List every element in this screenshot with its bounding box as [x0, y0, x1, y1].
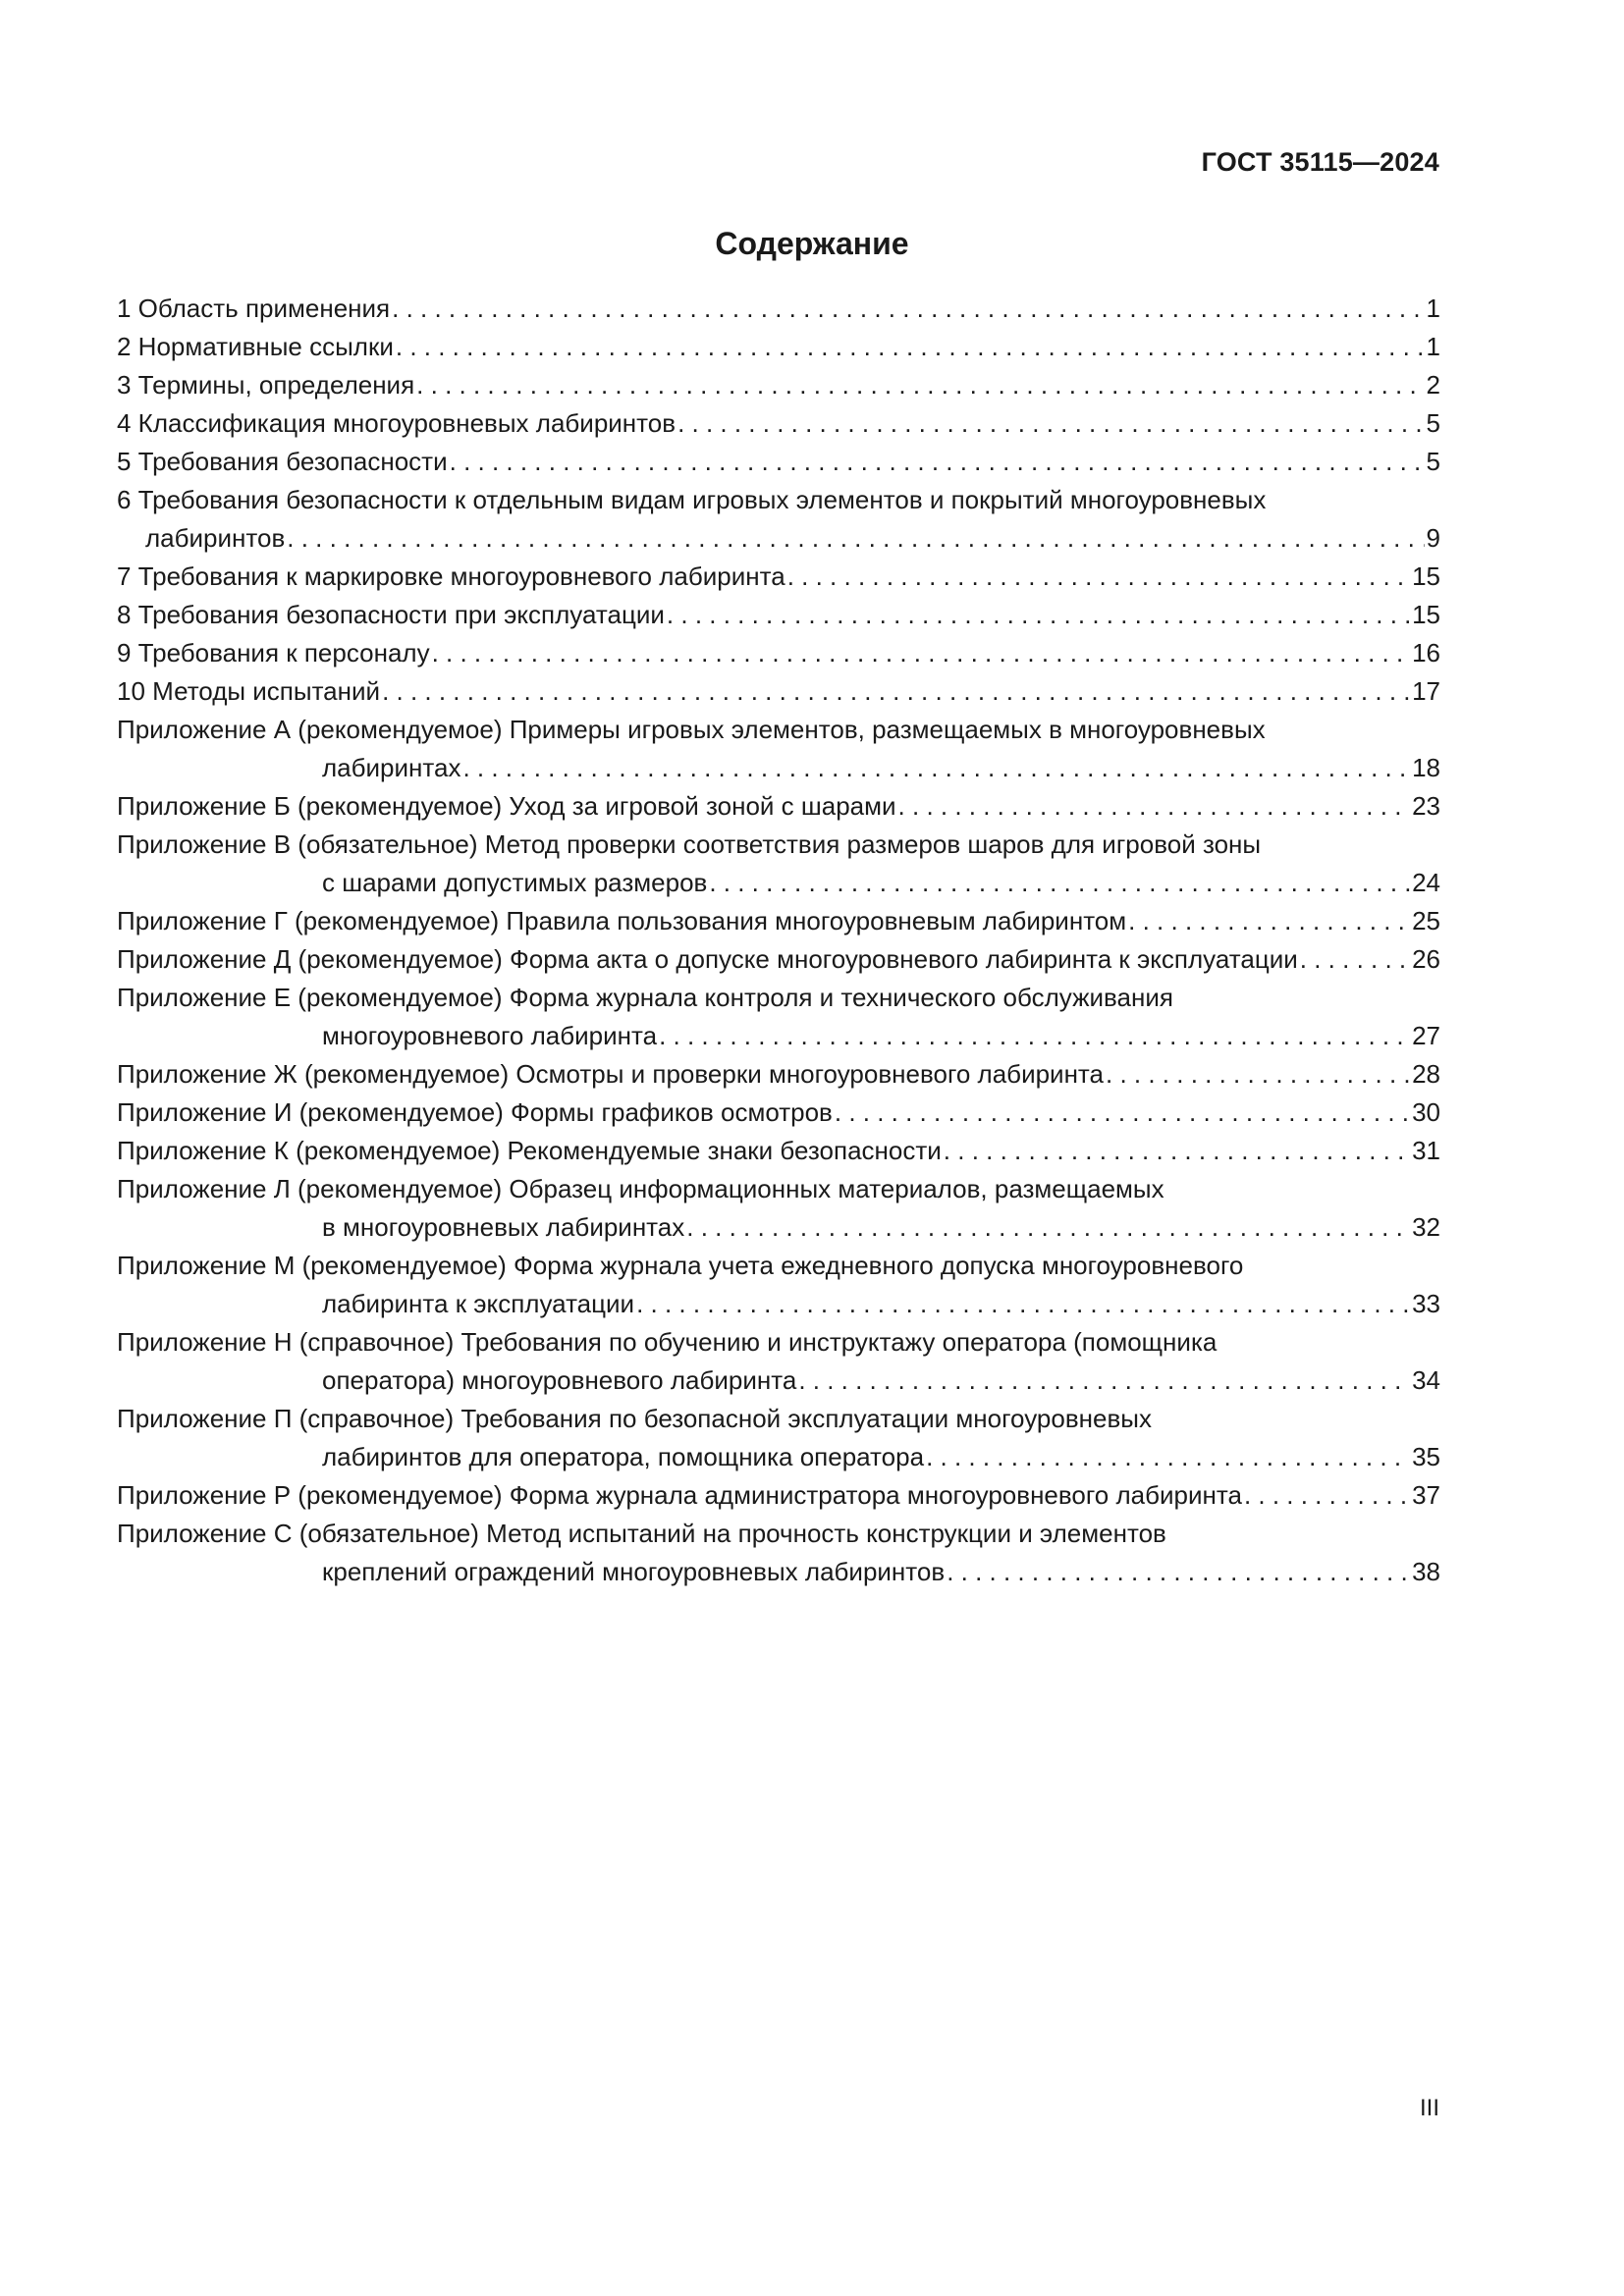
dot-leader — [1242, 1476, 1410, 1515]
dot-leader — [785, 558, 1410, 596]
toc-entry-text: 7 Требования к маркировке многоуровневого лабиринта — [117, 561, 785, 591]
page-number: III — [1419, 2095, 1439, 2121]
toc-entry-text: оператора) многоуровневого лабиринта — [322, 1365, 797, 1395]
dot-leader — [430, 634, 1410, 672]
toc-page-number: 15 — [1412, 600, 1440, 629]
toc-entry-text: Приложение С (обязательное) Метод испытаний на прочность конструкции и элементов — [117, 1519, 1166, 1548]
dot-leader — [945, 1553, 1410, 1591]
dot-leader — [684, 1208, 1410, 1247]
dot-leader — [833, 1094, 1410, 1132]
toc-page-number: 16 — [1412, 638, 1440, 667]
toc-page-number: 23 — [1412, 791, 1440, 821]
dot-leader — [394, 328, 1425, 366]
toc-line[interactable] — [117, 1476, 1440, 1515]
toc-line[interactable] — [117, 1323, 1440, 1362]
toc-line[interactable] — [117, 749, 1440, 787]
toc-line[interactable] — [117, 672, 1440, 711]
toc-entry-text: лабиринтов для оператора, помощника оператора — [322, 1442, 925, 1471]
toc-entry-text: 4 Классификация многоуровневых лабиринтов — [117, 408, 677, 438]
toc-page-number: 38 — [1412, 1557, 1440, 1586]
dot-leader — [285, 519, 1424, 558]
toc-line[interactable] — [117, 596, 1440, 634]
toc-page-number: 26 — [1412, 944, 1440, 974]
toc-entry-text: 6 Требования безопасности к отдельным видам игровых элементов и покрытий многоуровневых — [117, 485, 1267, 514]
toc-page-number: 34 — [1412, 1365, 1440, 1395]
toc-entry-text: Приложение Ж (рекомендуемое) Осмотры и проверки многоуровневого лабиринта — [117, 1059, 1105, 1089]
toc-line[interactable] — [117, 519, 1440, 558]
toc-line[interactable] — [117, 1208, 1440, 1247]
toc-line[interactable] — [117, 1017, 1440, 1055]
toc-entry-text: Приложение Р (рекомендуемое) Форма журнала администратора многоуровневого лабиринта — [117, 1480, 1242, 1510]
toc-line[interactable] — [117, 1170, 1440, 1208]
toc-page-number: 31 — [1412, 1136, 1440, 1165]
toc-entry-text: Приложение А (рекомендуемое) Примеры игровых элементов, размещаемых в многоуровневых — [117, 715, 1266, 744]
toc-line[interactable] — [117, 1438, 1440, 1476]
toc-line[interactable] — [117, 366, 1440, 404]
toc-entry-text: Приложение Д (рекомендуемое) Форма акта о допуске многоуровневого лабиринта к эксплуатации — [117, 944, 1298, 974]
toc-entry-text: 2 Нормативные ссылки — [117, 332, 394, 361]
toc-entry-text: 1 Область применения — [117, 294, 391, 323]
toc-line[interactable] — [117, 711, 1440, 749]
toc-entry-text: лабиринтов — [145, 523, 286, 553]
toc-entry-text: с шарами допустимых размеров — [322, 868, 708, 897]
toc-page-number: 25 — [1412, 906, 1440, 935]
toc-line[interactable] — [117, 634, 1440, 672]
toc-line[interactable] — [117, 1094, 1440, 1132]
toc-line[interactable] — [117, 1132, 1440, 1170]
toc-entry-text: Приложение К (рекомендуемое) Рекомендуемые знаки безопасности — [117, 1136, 942, 1165]
toc-line[interactable] — [117, 826, 1440, 864]
dot-leader — [1104, 1055, 1410, 1094]
toc-entry-text: Приложение И (рекомендуемое) Формы графиков осмотров — [117, 1097, 833, 1127]
toc-entry-text: лабиринтах — [322, 753, 461, 782]
toc-entry-text: Приложение П (справочное) Требования по безопасной эксплуатации многоуровневых — [117, 1404, 1152, 1433]
toc-line[interactable] — [117, 558, 1440, 596]
toc-page-number: 1 — [1426, 332, 1440, 361]
page-title: Содержание — [715, 226, 909, 261]
toc-line[interactable] — [117, 940, 1440, 979]
standard-code: ГОСТ 35115—2024 — [1201, 147, 1439, 177]
toc-line[interactable] — [117, 328, 1440, 366]
dot-leader — [896, 787, 1411, 826]
toc-page-number: 9 — [1426, 523, 1440, 553]
toc-entry-text: 8 Требования безопасности при эксплуатации — [117, 600, 665, 629]
toc-entry-text: 10 Методы испытаний — [117, 676, 381, 706]
toc-line[interactable] — [117, 1515, 1440, 1553]
toc-page-number: 35 — [1412, 1442, 1440, 1471]
toc-line[interactable] — [117, 404, 1440, 443]
dot-leader — [707, 864, 1410, 902]
toc-line[interactable] — [117, 1247, 1440, 1285]
toc-page-number: 37 — [1412, 1480, 1440, 1510]
toc-entry-text: Приложение Г (рекомендуемое) Правила пользования многоуровневым лабиринтом — [117, 906, 1127, 935]
toc-entry-text: Приложение Л (рекомендуемое) Образец информационных материалов, размещаемых — [117, 1174, 1164, 1203]
toc-line[interactable] — [117, 1553, 1440, 1591]
toc-page-number: 30 — [1412, 1097, 1440, 1127]
toc-page-number: 32 — [1412, 1212, 1440, 1242]
dot-leader — [414, 366, 1424, 404]
toc-line[interactable] — [117, 979, 1440, 1017]
toc-entry-text: в многоуровневых лабиринтах — [322, 1212, 685, 1242]
dot-leader — [390, 290, 1424, 328]
dot-leader — [634, 1285, 1410, 1323]
toc-page-number: 33 — [1412, 1289, 1440, 1318]
toc-line[interactable] — [117, 1055, 1440, 1094]
toc-page-number: 15 — [1412, 561, 1440, 591]
toc-page-number: 27 — [1412, 1021, 1440, 1050]
toc-line[interactable] — [117, 1362, 1440, 1400]
toc-entry-text: Приложение Н (справочное) Требования по обучению и инструктажу оператора (помощника — [117, 1327, 1218, 1357]
dot-leader — [657, 1017, 1410, 1055]
dot-leader — [924, 1438, 1410, 1476]
toc-line[interactable] — [117, 290, 1440, 328]
table-of-contents — [117, 290, 1440, 1591]
toc-entry-text: 9 Требования к персоналу — [117, 638, 430, 667]
toc-entry-text: многоуровневого лабиринта — [322, 1021, 658, 1050]
toc-entry-text: 5 Требования безопасности — [117, 447, 448, 476]
toc-page-number: 5 — [1426, 447, 1440, 476]
toc-line[interactable] — [117, 787, 1440, 826]
toc-entry-text: Приложение Б (рекомендуемое) Уход за игровой зоной с шарами — [117, 791, 896, 821]
dot-leader — [460, 749, 1410, 787]
dot-leader — [665, 596, 1410, 634]
toc-page-number: 18 — [1412, 753, 1440, 782]
toc-entry-text: 3 Термины, определения — [117, 370, 415, 400]
toc-line[interactable] — [117, 902, 1440, 940]
toc-entry-text: Приложение Е (рекомендуемое) Форма журнала контроля и технического обслуживания — [117, 983, 1173, 1012]
toc-page-number: 17 — [1412, 676, 1440, 706]
toc-line[interactable] — [117, 443, 1440, 481]
toc-page-number: 28 — [1412, 1059, 1440, 1089]
toc-page-number: 1 — [1426, 294, 1440, 323]
dot-leader — [1126, 902, 1410, 940]
toc-page-number: 5 — [1426, 408, 1440, 438]
dot-leader — [676, 404, 1424, 443]
toc-page-number: 24 — [1412, 868, 1440, 897]
dot-leader — [1298, 940, 1410, 979]
toc-line[interactable] — [117, 1400, 1440, 1438]
toc-entry-text: Приложение В (обязательное) Метод проверки соответствия размеров шаров для игровой зоны — [117, 829, 1262, 859]
dot-leader — [448, 443, 1425, 481]
toc-line[interactable] — [117, 481, 1440, 519]
toc-line[interactable] — [117, 864, 1440, 902]
dot-leader — [380, 672, 1410, 711]
toc-page-number: 2 — [1426, 370, 1440, 400]
toc-line[interactable] — [117, 1285, 1440, 1323]
dot-leader — [942, 1132, 1410, 1170]
dot-leader — [796, 1362, 1410, 1400]
toc-entry-text: лабиринта к эксплуатации — [322, 1289, 635, 1318]
toc-entry-text: Приложение М (рекомендуемое) Форма журнала учета ежедневного допуска многоуровневого — [117, 1251, 1244, 1280]
toc-entry-text: креплений ограждений многоуровневых лабиринтов — [322, 1557, 946, 1586]
